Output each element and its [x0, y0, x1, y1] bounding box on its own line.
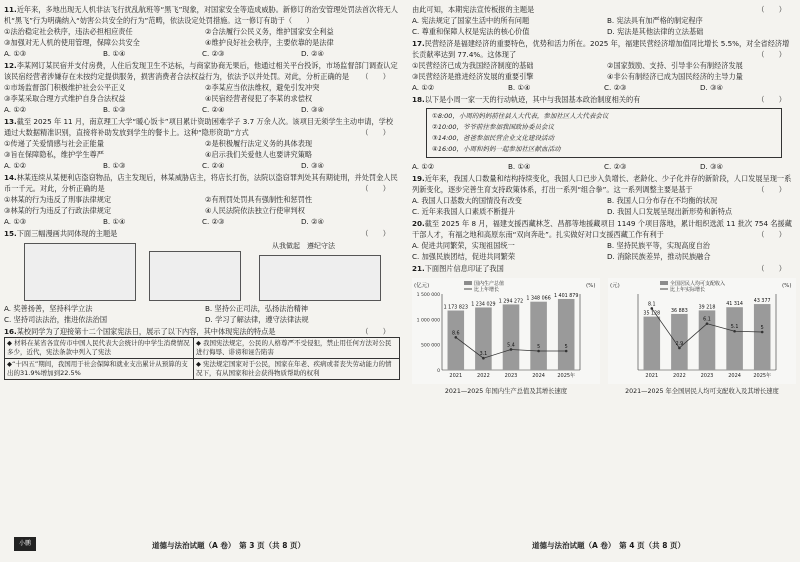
gdp-chart-svg [412, 278, 600, 384]
x-tick-label: 2025年 [557, 373, 576, 379]
y-tick-label: 500 000 [421, 343, 440, 349]
growth-label: 5 [537, 345, 541, 350]
left-axis-unit: (亿元) [414, 283, 430, 289]
question-18: 18.以下是小周一家一天的行动轨迹，其中与我国基本政治制度相关的有 （ ） ①8:00，小周的妈妈前往县人大代表，参加社区人大代表会议 ②10:00，爷爷前往参加我国政协委员会议 ③14:00，爸爸参加民营企业文化建设活动 ④16:00，小周和妈妈一起参加社区献血活动 A. ①② B. ①④ C. ②③ D. ③④ [412, 94, 796, 172]
bar-value-label: 1 234 029 [471, 302, 496, 308]
question-12-statements: ①市场监督部门积极维护社会公平正义 ②李某应当依法维权，避免引发冲突 ③李某采取合理方式维护自身合法权益 ④民宿经营者侵犯了李某的求偿权 [4, 83, 320, 103]
growth-label: 8.1 [647, 302, 656, 308]
cartoon-caption: 从我做起 遵纪守法 [272, 242, 335, 250]
question-18-itinerary-box: ①8:00，小周的妈妈前往县人大代表，参加社区人大代表会议 ②10:00，爷爷前往参加我国政协委员会议 ③14:00，爸爸参加民营企业文化建设活动 ④16:00，小周和妈妈一起参加社区献血活动 [426, 108, 782, 158]
bar-value-label: 1 294 272 [498, 299, 524, 305]
x-tick-label: 2023 [700, 373, 714, 379]
gdp-chart-title: 2021—2025 年国内生产总值及其增长速度 [444, 388, 568, 395]
question-17: 17.民营经济是福建经济的重要特色，优势和活力所在。2025 年，福建民营经济增加值同比增长 5.5%，对全省经济增长贡献率达到 77.4%。这体现了 （ ） ①民营经济已成为我国经济制度的基础 ②国家鼓励、支持、引导非公有制经济发展 ③民营经济是推进经济发展的重要引擎 ④非公有制经济已成为国民经济的主导力量 A. ①② B. ①④ C. ②③ D. ③④ [412, 38, 796, 93]
question-16: 16.某校同学为了迎接第十二个国家宪法日，展示了以下内容，其中体现宪法的特点是 （ ） ◆ 材料在某省各宣传市中国人民代表大会统计的中学生消费情况多少，近代，宪法条款中列入了宪法 ◆ 我国宪法规定，公民的人格尊严不受侵犯，禁止用任何方法对公民进行侮辱、诽谤和诬告陷害 ◆“十四五”期间，我国用于社会保障和就业支出累计从预算的支出的31.9%增加到22.5% ◆ 宪法规定国家对于公民，国家在年老、疾病或者丧失劳动能力的情况下，有从国家和社会获得物质帮助的权利 [4, 326, 400, 380]
publisher-logo: 小鹏 [14, 537, 36, 551]
question-19-choices[interactable]: A. 我国人口基数大的国情没有改变 B. 我国人口分布存在不均衡的状况 C. 近年来我国人口素质不断提升 D. 我国人口发展呈现出新形势和新特点 [412, 196, 733, 216]
y-tick-label: 1 500 000 [416, 293, 440, 298]
question-21: 21.下面图片信息印证了我国 （ ） [412, 264, 786, 273]
bar [644, 317, 661, 370]
question-16-table: ◆ 材料在某省各宣传市中国人民代表大会统计的中学生消费情况多少，近代，宪法条款中列入了宪法 ◆ 我国宪法规定，公民的人格尊严不受侵犯，禁止用任何方法对公民进行侮辱、诽谤和诬告陷害 ◆“十四五”期间，我国用于社会保障和就业支出累计从预算的支出的31.9%增加到22.5% ◆ 宪法规定国家对于公民，国家在年老、疾病或者丧失劳动能力的情况下，有从国家和社会获得物质帮助的权利 [4, 337, 400, 380]
cartoon-2 [149, 251, 241, 301]
question-17-choices[interactable]: A. ①② B. ①④ C. ②③ D. ③④ [412, 83, 723, 92]
legend-bar-swatch [660, 281, 668, 285]
bar-value-label: 41 314 [726, 302, 743, 308]
y-tick-label: 1 000 000 [416, 318, 440, 324]
bar-value-label: 1 348 066 [526, 296, 551, 302]
cartoon-1 [24, 243, 136, 301]
income-chart-title: 2021—2025 年全国居民人均可支配收入及其增长速度 [625, 388, 779, 395]
question-14: 14.林某连续从某便利店盗窃物品，店主发现后，林某威胁店主，将店长打伤，法院以盗窃罪判处其有期徒刑，并处罚金人民币一千元。对此，分析正确的是 （ ） ①林某的行为违反了刑事法律规定 ②有刑罚处罚具有强制性和惩罚性 ③林某的行为违反了行政法律规定 ④人民法院依法独立行使审判权 A. ①③ B. ①④ C. ②③ D. ②④ [4, 172, 400, 227]
growth-label: 5 [564, 345, 568, 350]
x-tick-label: 2024 [532, 373, 545, 379]
right-axis-unit: (%) [782, 283, 792, 289]
gdp-chart [412, 278, 600, 384]
legend-bar-label: 国内生产总值 [474, 281, 505, 287]
charts-area [412, 278, 796, 398]
bar-value-label: 35 128 [643, 311, 661, 317]
question-16-choices[interactable]: A. 宪法规定了国家生活中的所有问题 B. 宪法具有加严格的制定程序 C. 尊重和保障人权是宪法的核心价值 D. 宪法是其他法律的立法基础 [412, 16, 704, 36]
legend-line-label: 比上年实际增长 [670, 287, 706, 293]
question-14-statements: ①林某的行为违反了刑事法律规定 ②有刑罚处罚具有强制性和惩罚性 ③林某的行为违反了行政法律规定 ④人民法院依法独立行使审判权 [4, 195, 313, 215]
growth-label: 5.4 [507, 343, 515, 349]
question-14-choices[interactable]: A. ①③ B. ①④ C. ②③ D. ②④ [4, 217, 324, 226]
question-13-statements: ①传递了关爱情感与社会正能量 ②是积极履行法定义务的具体表现 ③旨在保障隐私，维护学生尊严 ④启示我们关爱他人也要讲究策略 [4, 139, 313, 159]
growth-label: 6.1 [703, 317, 711, 323]
bar [503, 304, 520, 370]
question-11-choices[interactable]: A. ①③ B. ①④ C. ②③ D. ②④ [4, 49, 324, 58]
x-tick-label: 2025年 [753, 373, 772, 379]
y-tick-label: 0 [437, 369, 440, 374]
growth-label: 8.6 [451, 331, 460, 337]
left-column [4, 4, 400, 381]
question-11: 11.近年来，多地出现无人机非法飞行扰乱航班等“黑飞”现象，对国家安全等造成威胁。新修订的治安管理处罚法首次将无人机“黑飞”行为明确纳入“妨害公共安全的行为”范畴，依法设定处罚措施。这一修订有助于（ ） ①法治稳定社会秩序，违法必担相应责任 ②合法履行公民义务，维护国家安全利益 ③加强对无人机的使用管理，保障公共安全 ④维护良好社会秩序，主要依靠的是法律 A. ①③ B. ①④ C. ②③ D. ②④ [4, 4, 400, 59]
growth-label: 2.9 [675, 341, 684, 347]
legend-bar-swatch [464, 281, 472, 285]
growth-label: 5.1 [730, 325, 739, 331]
question-19: 19.近年来，我国人口数量和结构持续变化，我国人口已步入负增长、老龄化、少子化并存的新阶段，人口发展呈现一系列新变化，逐步完善生育支持政策体系，打出一系列“组合拳”。这一系列调整主要是基于 （ ） A. 我国人口基数大的国情没有改变 B. 我国人口分布存在不均衡的状况 C. 近年来我国人口素质不断提升 D. 我国人口发展呈现出新形势和新特点 [412, 173, 796, 217]
bar-value-label: 43 377 [753, 299, 771, 305]
bar [530, 302, 547, 370]
question-13-choices[interactable]: A. ①② B. ①③ C. ②④ D. ③④ [4, 161, 324, 170]
question-12-choices[interactable]: A. ①② B. ①③ C. ②④ D. ③④ [4, 105, 324, 114]
x-tick-label: 2021 [645, 373, 659, 379]
question-20-choices[interactable]: A. 促进共同繁荣，实现祖国统一 B. 坚持民族平等，实现高度自治 C. 加强民族团结，促进共同繁荣 D. 消除民族差异，推动民族融合 [412, 241, 711, 261]
bar [726, 307, 743, 370]
x-tick-label: 2023 [504, 373, 518, 379]
bar [558, 299, 575, 370]
x-tick-label: 2022 [477, 373, 490, 379]
bar-value-label: 36 883 [671, 308, 688, 314]
question-12: 12.李某网订某民宿并支付房费，人住后发现卫生不达标，与商家协商无果后，他通过相关平台投诉，市场监督部门调查认定该民宿经营者涉嫌存在未按约定提供服务，损害消费者合法权益行为，依法予以并处罚。对此，分析正确的是 （ ） ①市场监督部门积极维护社会公平正义 ②李某应当依法维权，避免引发冲突 ③李某采取合理方式维护自身合法权益 ④民宿经营者侵犯了李某的求偿权 A. ①② B. ①③ C. ②④ D. ③④ [4, 60, 400, 115]
growth-label: 5 [760, 326, 764, 331]
question-20: 20.截至 2025 年 8 月，福建支援西藏林芝、昌都等地援藏项目 1149 个项目落地，累计组织选派 11 批次 754 名援藏干部人才，有福之地和高原东南“双向奔赴”。扎实做好对口支援西藏工作有利于 （ ） A. 促进共同繁荣，实现祖国统一 B. 坚持民族平等，实现高度自治 C. 加强民族团结，促进共同繁荣 D. 消除民族差异，推动民族融合 [412, 218, 796, 262]
bar [448, 311, 465, 370]
footer-left: 道德与法治试题（A 卷） 第 3 页（共 8 页） [152, 541, 306, 550]
bar [475, 307, 492, 370]
question-18-choices[interactable]: A. ①② B. ①④ C. ②③ D. ③④ [412, 162, 723, 171]
question-11-statements: ①法治稳定社会秩序，违法必担相应责任 ②合法履行公民义务，维护国家安全利益 ③加强对无人机的使用管理，保障公共安全 ④维护良好社会秩序，主要依靠的是法律 [4, 27, 334, 47]
left-axis-unit: (元) [610, 283, 620, 289]
question-15-choices[interactable]: A. 奖善扬善，坚持科学立法 B. 坚持公正司法，弘扬法治精神 C. 坚持司法法治，推进依法治国 D. 学习了解法律，遵守法律法规 [4, 304, 309, 324]
income-chart-svg [608, 278, 796, 384]
footer-right: 道德与法治试题（A 卷） 第 4 页（共 8 页） [532, 541, 686, 550]
growth-label: 3.1 [479, 352, 488, 358]
bar-value-label: 1 173 823 [443, 305, 469, 311]
legend-bar-label: 全国居民人均可支配收入 [670, 281, 726, 287]
x-tick-label: 2024 [728, 373, 741, 379]
right-column [412, 4, 796, 398]
cartoon-3 [259, 255, 381, 301]
question-16-continued: 由此可知，本期宪法宣传板报的主题是 （ ） A. 宪法规定了国家生活中的所有问题 B. 宪法具有加严格的制定程序 C. 尊重和保障人权是宪法的核心价值 D. 宪法是其他法律的立法基础 [412, 4, 796, 37]
x-tick-label: 2022 [673, 373, 686, 379]
income-chart [608, 278, 796, 384]
cartoon-strip [4, 241, 400, 301]
bar-value-label: 39 218 [698, 305, 716, 311]
question-15: 15.下面三幅漫画共同体现的主题是 （ ） 从我做起 遵纪守法 A. 奖善扬善，坚持科学立法 B. 坚持公正司法，弘扬法治精神 C. 坚持司法法治，推进依法治国 D. 学习了解法律，遵守法律法规 [4, 228, 400, 325]
question-17-statements: ①民营经济已成为我国经济制度的基础 ②国家鼓励、支持、引导非公有制经济发展 ③民营经济是推进经济发展的重要引擎 ④非公有制经济已成为国民经济的主导力量 [412, 61, 743, 81]
question-13: 13.截至 2025 年 11 月，南京理工大学“暖心饭卡”项目累计资助困难学子 3.7 万余人次。该项目无须学生主动申请，学校通过大数据精准识别，直接将补助发放到学生的餐卡上。这种“隐形资助”方式 （ ） ①传递了关爱情感与社会正能量 ②是积极履行法定义务的具体表现 ③旨在保障隐私，维护学生尊严 ④启示我们关爱他人也要讲究策略 A. ①② B. ①③ C. ②④ D. ③④ [4, 116, 400, 171]
right-axis-unit: (%) [586, 283, 596, 289]
bar [754, 304, 771, 370]
x-tick-label: 2021 [449, 373, 463, 379]
bar-value-label: 1 401 879 [553, 293, 579, 299]
legend-line-label: 比上年增长 [474, 287, 500, 293]
